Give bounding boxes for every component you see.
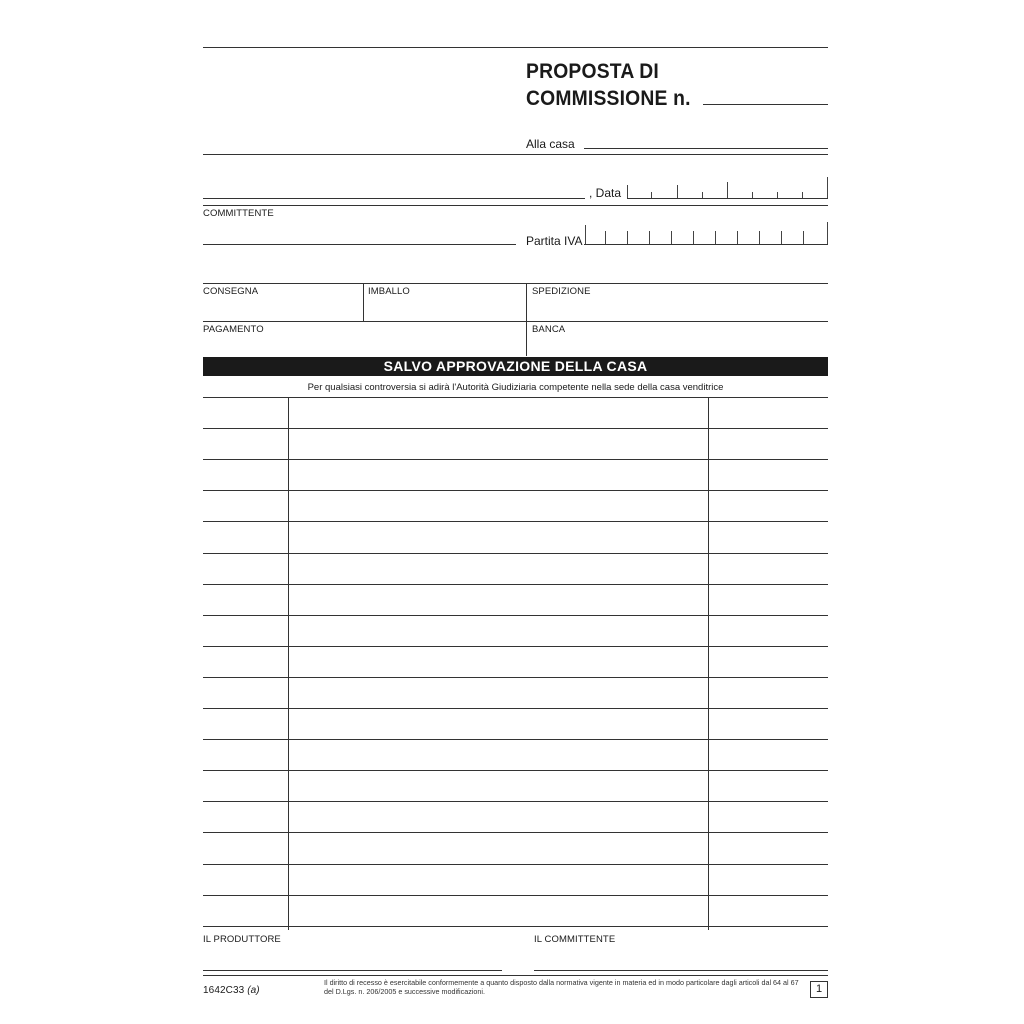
approval-banner: SALVO APPROVAZIONE DELLA CASA xyxy=(203,357,828,376)
form-code-value: 1642C33 xyxy=(203,985,245,996)
table-col-divider-left xyxy=(288,397,289,930)
iva-tick xyxy=(649,231,650,244)
table-row-line[interactable] xyxy=(203,584,828,585)
table-row-line[interactable] xyxy=(203,521,828,522)
iva-tick xyxy=(671,231,672,244)
iva-tick xyxy=(737,231,738,244)
address-line-1[interactable] xyxy=(203,154,828,155)
form-code xyxy=(203,985,260,996)
committente-label: COMMITTENTE xyxy=(203,208,274,219)
alla-casa-label: Alla casa xyxy=(526,137,575,151)
page-number: 1 xyxy=(810,981,828,998)
jurisdiction-note: Per qualsiasi controversia si adirà l'Autorità Giudiziaria competente nella sede della casa venditrice xyxy=(307,382,724,393)
produttore-label: IL PRODUTTORE xyxy=(203,934,281,945)
iva-tick xyxy=(715,231,716,244)
pagamento-label: PAGAMENTO xyxy=(203,324,264,335)
date-field[interactable] xyxy=(627,198,828,199)
table-row-line[interactable] xyxy=(203,895,828,896)
form-title-line1: PROPOSTA DI xyxy=(526,60,659,83)
table-row-line[interactable] xyxy=(203,926,828,927)
date-tick xyxy=(752,192,753,198)
divider-imballo-spedizione xyxy=(526,283,527,356)
date-tick xyxy=(651,192,652,198)
table-row-line[interactable] xyxy=(203,490,828,491)
iva-tick xyxy=(803,231,804,244)
form-code-suffix: (a) xyxy=(247,985,260,996)
banca-label: BANCA xyxy=(532,324,566,335)
produttore-signature-field[interactable] xyxy=(203,970,502,971)
table-row-line[interactable] xyxy=(203,615,828,616)
date-tick xyxy=(802,192,803,198)
date-tick xyxy=(677,185,678,198)
date-tick xyxy=(702,192,703,198)
table-row-line[interactable] xyxy=(203,801,828,802)
data-label: , Data xyxy=(589,186,622,200)
table-row-line[interactable] xyxy=(203,864,828,865)
table-row-line[interactable] xyxy=(203,708,828,709)
table-row-line[interactable] xyxy=(203,739,828,740)
consegna-label: CONSEGNA xyxy=(203,286,259,297)
legal-note: Il diritto di recesso è esercitabile conformemente a quanto disposto dalla normativa vigente in materia ed in modo particolare dagli articoli dal 64 al 67 del D.Lgs. n. 206/2005 e successive modificazioni. xyxy=(324,978,799,996)
table-col-divider-right xyxy=(708,397,709,930)
iva-tick xyxy=(627,231,628,244)
top-rule xyxy=(203,47,828,48)
table-row-line[interactable] xyxy=(203,459,828,460)
committente-field[interactable] xyxy=(203,244,516,245)
table-row-line[interactable] xyxy=(203,428,828,429)
form-title-line2: COMMISSIONE n. xyxy=(526,87,691,110)
date-tick xyxy=(727,182,728,198)
table-row-line[interactable] xyxy=(203,832,828,833)
table-row-line[interactable] xyxy=(203,770,828,771)
table-row-line[interactable] xyxy=(203,553,828,554)
partita-iva-field[interactable] xyxy=(584,244,828,245)
iva-tick xyxy=(585,225,586,244)
iva-tick xyxy=(605,231,606,244)
commission-number-field[interactable] xyxy=(703,104,828,105)
iva-tick xyxy=(759,231,760,244)
divider-consegna-imballo xyxy=(363,283,364,322)
iva-tick xyxy=(693,231,694,244)
date-tick xyxy=(627,185,628,198)
iva-tick xyxy=(781,231,782,244)
alla-casa-field[interactable] xyxy=(584,148,828,149)
location-field[interactable] xyxy=(203,198,585,199)
table-top-rule xyxy=(203,397,828,398)
shipping-section-mid xyxy=(203,321,828,322)
iva-tick xyxy=(827,222,828,244)
imballo-label: IMBALLO xyxy=(368,286,410,297)
committente-rule xyxy=(203,205,828,206)
committente-sign-label: IL COMMITTENTE xyxy=(534,934,616,945)
shipping-section-top xyxy=(203,283,828,284)
date-tick xyxy=(827,177,828,198)
table-row-line[interactable] xyxy=(203,677,828,678)
footer-rule xyxy=(203,975,828,976)
table-row-line[interactable] xyxy=(203,646,828,647)
date-tick xyxy=(777,192,778,198)
spedizione-label: SPEDIZIONE xyxy=(532,286,591,297)
committente-signature-field[interactable] xyxy=(534,970,828,971)
partita-iva-label: Partita IVA xyxy=(526,234,583,248)
